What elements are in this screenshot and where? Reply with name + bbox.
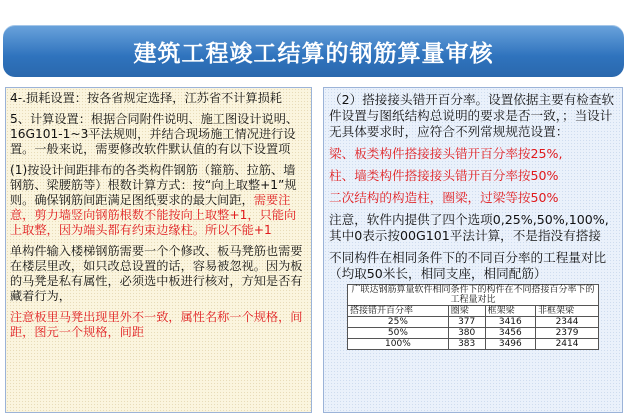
table-cell: 2379 <box>536 328 599 339</box>
table-cell: 380 <box>448 328 485 339</box>
comparison-table <box>347 284 599 350</box>
table-cell: 3456 <box>485 328 535 339</box>
chair-rebar-warning: 注意板里马凳出现里外不一致，属性名称一个规格，间距，图元一个规格，间距 <box>10 310 303 339</box>
table-header-cell: 搭接错开百分率 <box>348 306 449 317</box>
table-cell: 377 <box>448 317 485 328</box>
table-row <box>348 328 599 339</box>
left-text-panel <box>5 87 312 413</box>
column-wall-rule: 柱、墙类构件搭接接头错开百分率按50% <box>329 168 559 183</box>
table-header-cell: 非框架梁 <box>536 306 599 317</box>
table-row <box>348 317 599 328</box>
slide-title: 建筑工程竣工结算的钢筋算量审核 <box>133 40 494 67</box>
stair-rebar-text: 单构件输入楼梯钢筋需要一个个修改、板马凳筋也需要在楼层里改，如只改总设置的话，容易被忽视。因为板的马凳是私有属性，必须选中板进行核对，方知是否有藏着行为， <box>10 244 303 303</box>
calc-setting-text: 5、计算设置：根据合同附件说明、施工图设计说明、16G101-1~3平法规则，并结合现场施工情况进行设置。一般来说，需要修改软件默认值的有以下设置项 <box>10 112 299 156</box>
lap-splice-intro: （2）搭接接头错开百分率。设置依据主要有检查软件设置与图纸结构总说明的要求是否一致，；当设计无具体要求时，应符合不列常规规范设置： <box>329 92 615 139</box>
table-cell: 383 <box>448 339 485 350</box>
spacing-rule-warning: 需要注意，剪力墙竖向钢筋根数不能按向上取整+1，只能向上取整，因为端头都有约束边缘柱。所以不能+1 <box>10 193 297 237</box>
top-strip <box>0 0 627 20</box>
table-cell: 2414 <box>536 339 599 350</box>
table-header-cell: 圈梁 <box>448 306 485 317</box>
spacing-rule-text <box>10 163 307 238</box>
table-cell: 50% <box>348 328 449 339</box>
table-cell: 100% <box>348 339 449 350</box>
table-header-row <box>348 306 599 317</box>
spacing-rule-main: (1)按设计间距排布的各类构件钢筋（箍筋、拉筋、墙钢筋、梁腰筋等）根数计算方式：按“向上取整+1”规则。确保钢筋间距满足图纸要求的最大间距， <box>10 163 297 207</box>
table-cell: 2344 <box>536 317 599 328</box>
comparison-intro: 不同构件在相同条件下的不同百分率的工程量对比（均取50米长，相同支座，相同配筋） <box>329 250 607 281</box>
secondary-structure-rule: 二次结构的构造柱，圈梁，过梁等按50% <box>329 190 559 205</box>
title-banner <box>3 25 624 77</box>
table-header-cell: 框架梁 <box>485 306 535 317</box>
table-row <box>348 339 599 350</box>
loss-setting-text: 4-.损耗设置：按各省规定选择，江苏省不计算损耗 <box>10 91 282 105</box>
table-cell: 3416 <box>485 317 535 328</box>
beam-slab-rule: 梁、板类构件搭接接头错开百分率按25%, <box>329 146 563 161</box>
table-cell: 3496 <box>485 339 535 350</box>
table-caption: 广联达钢筋算量软件相同条件下的构件在不同搭接百分率下的工程量对比 <box>348 285 599 306</box>
table-cell: 25% <box>348 317 449 328</box>
right-text-panel <box>323 87 623 413</box>
software-options-note: 注意，软件内提供了四个选项0,25%,50%,100%,其中0表示按00G101平法计算，不是指没有搭接 <box>329 212 609 243</box>
